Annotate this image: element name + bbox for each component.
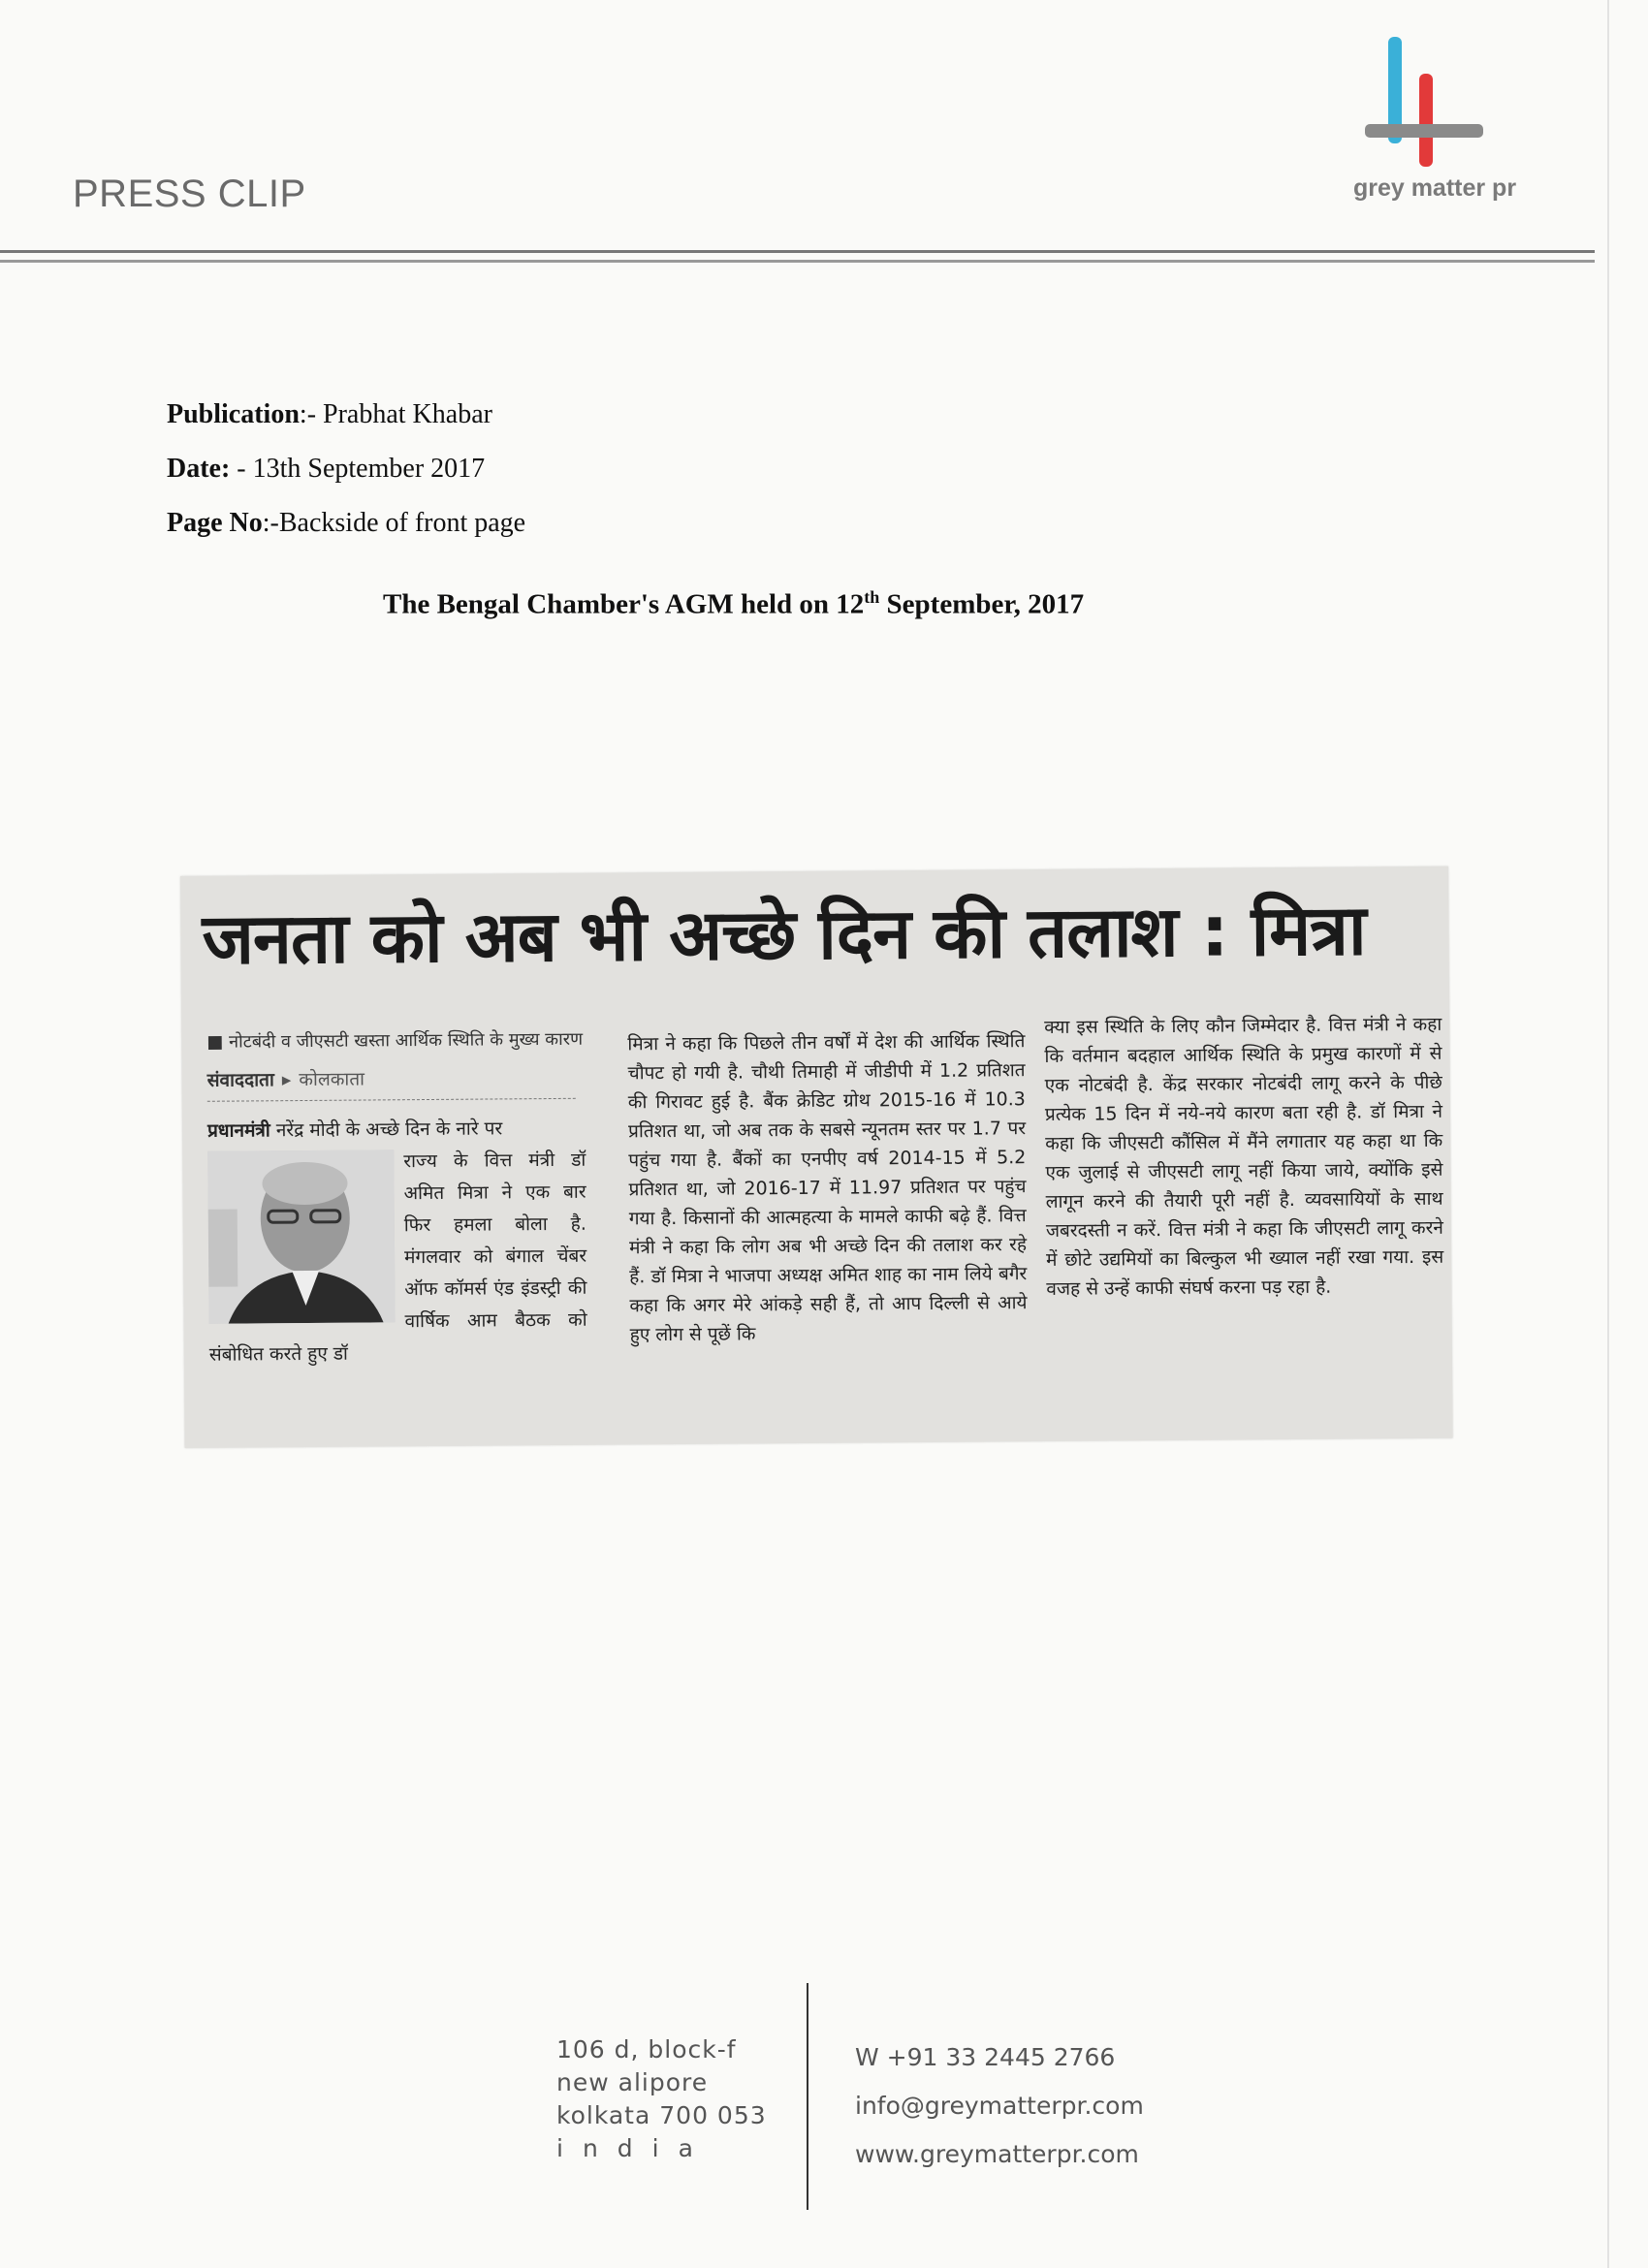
date-value: - 13th September 2017 (230, 454, 486, 484)
article-column-2: मित्रा ने कहा कि पिछले तीन वर्षों में देश की आर्थिक स्थिति चौपट हो गयी है. चौथी तिमाही में जीडीपी में 1.2 प्रतिशत की गिरावट हुई है. बैंक क्रेडिट ग्रोथ 2015-16 में 10.3 प्रतिशत था, जो अब तक के सबसे न्यूनतम स्तर पर 1.7 पर पहुंच गया है. बैंकों का एनपीए वर्ष 2014-15 में 5.2 प्रतिशत था, जो 2016-17 में 11.97 प्रतिशत पर पहुंच गया है. किसानों की आत्महत्या के मामले काफी बढ़े हैं. वित्त मंत्री ने कहा कि लोग अब भी अच्छे दिन की तलाश कर रहे हैं. डॉ मित्रा ने भाजपा अध्यक्ष अमित शाह का नाम लिये बगैर कहा कि अगर मेरे आंकड़े सही हैं, तो आप दिल्ली से आये हुए लोग से पूछें कि (627, 1030, 1028, 1346)
page-number-line (167, 496, 525, 551)
header-rule-secondary (0, 260, 1595, 263)
header-rule (0, 250, 1595, 253)
clip-headline: जनता को अब भी अच्छे दिन की तलाश : मित्रा (202, 889, 1366, 980)
publication-value: :- Prabhat Khabar (299, 399, 492, 429)
lead-paragraph (207, 1113, 586, 1148)
caption-ordinal: th (864, 587, 880, 607)
column-1-text: राज्य के वित्त मंत्री डॉ अमित मित्रा ने एक बार फिर हमला बोला है. मंगलवार को बंगाल चेंबर ऑफ कॉमर्स एंड इंडस्ट्री की वार्षिक आम बैठक को संबोधित करते हुए डॉ (208, 1149, 587, 1366)
address-line: kolkata 700 053 (556, 2101, 767, 2129)
newspaper-clipping (180, 866, 1453, 1448)
portrait-image-icon (207, 1150, 395, 1324)
event-caption (383, 587, 1294, 621)
clip-metadata (167, 388, 525, 551)
publication-line (167, 388, 525, 442)
footer-address (556, 2033, 767, 2165)
page-number-label: Page No (167, 508, 263, 538)
footer-contact (855, 2033, 1144, 2179)
address-country: india (556, 2134, 713, 2162)
page-number-value: :-Backside of front page (262, 508, 526, 538)
portrait-photo (207, 1150, 395, 1324)
article-column-1 (206, 1026, 587, 1371)
subheading-bullet: ■ नोटबंदी व जीएसटी खस्ता आर्थिक स्थिति के मुख्य कारण (206, 1028, 584, 1053)
press-clip-label: PRESS CLIP (73, 173, 306, 215)
byline (207, 1063, 576, 1102)
email-address[interactable]: info@greymatterpr.com (855, 2092, 1144, 2120)
date-label: Date: (167, 454, 231, 484)
footer-divider (807, 1983, 808, 2210)
caption-text-end: September, 2017 (879, 588, 1085, 620)
website-link[interactable]: www.greymatterpr.com (855, 2140, 1139, 2168)
byline-arrow-icon: ▸ (281, 1069, 292, 1091)
caption-text: The Bengal Chamber's AGM held on 12 (383, 588, 865, 620)
publication-label: Publication (167, 399, 300, 429)
address-line: 106 d, block-f (556, 2035, 737, 2063)
phone-number: W +91 33 2445 2766 (855, 2043, 1116, 2071)
lead-first-line: नरेंद्र मोदी के अच्छे दिन के नारे पर (269, 1118, 503, 1142)
lead-first-word: प्रधानमंत्री (206, 1119, 270, 1142)
byline-author: संवाददाता (206, 1069, 274, 1091)
byline-city: कोलकाता (299, 1068, 365, 1091)
article-column-3: क्या इस स्थिति के लिए कौन जिम्मेदार है. वित्त मंत्री ने कहा कि वर्तमान बदहाल आर्थिक स्थिति के प्रमुख कारणों में से एक नोटबंदी है. केंद्र सरकार नोटबंदी लागू करने के पीछे प्रत्येक 15 दिन में नये-नये कारण बता रही है. डॉ मित्रा ने कहा कि जीएसटी कौंसिल में मैंने लगातार यह कहा था कि एक जुलाई से जीएसटी लागू नहीं किया जाये, क्योंकि इसे लागून करने की तैयारी पूरी नहीं है. व्यवसायियों के साथ जबरदस्ती न करें. वित्त मंत्री ने कहा कि जीएसटी लागू करने में छोटे उद्यमियों का बिल्कुल भी ख्याल नहीं रखा गया. इस वजह से उन्हें काफी संघर्ष करना पड़ रहा है. (1044, 1013, 1444, 1300)
date-line (167, 442, 525, 496)
page-edge (1607, 0, 1609, 2268)
brand-name: grey matter pr (1352, 174, 1517, 202)
address-line: new alipore (556, 2068, 709, 2096)
